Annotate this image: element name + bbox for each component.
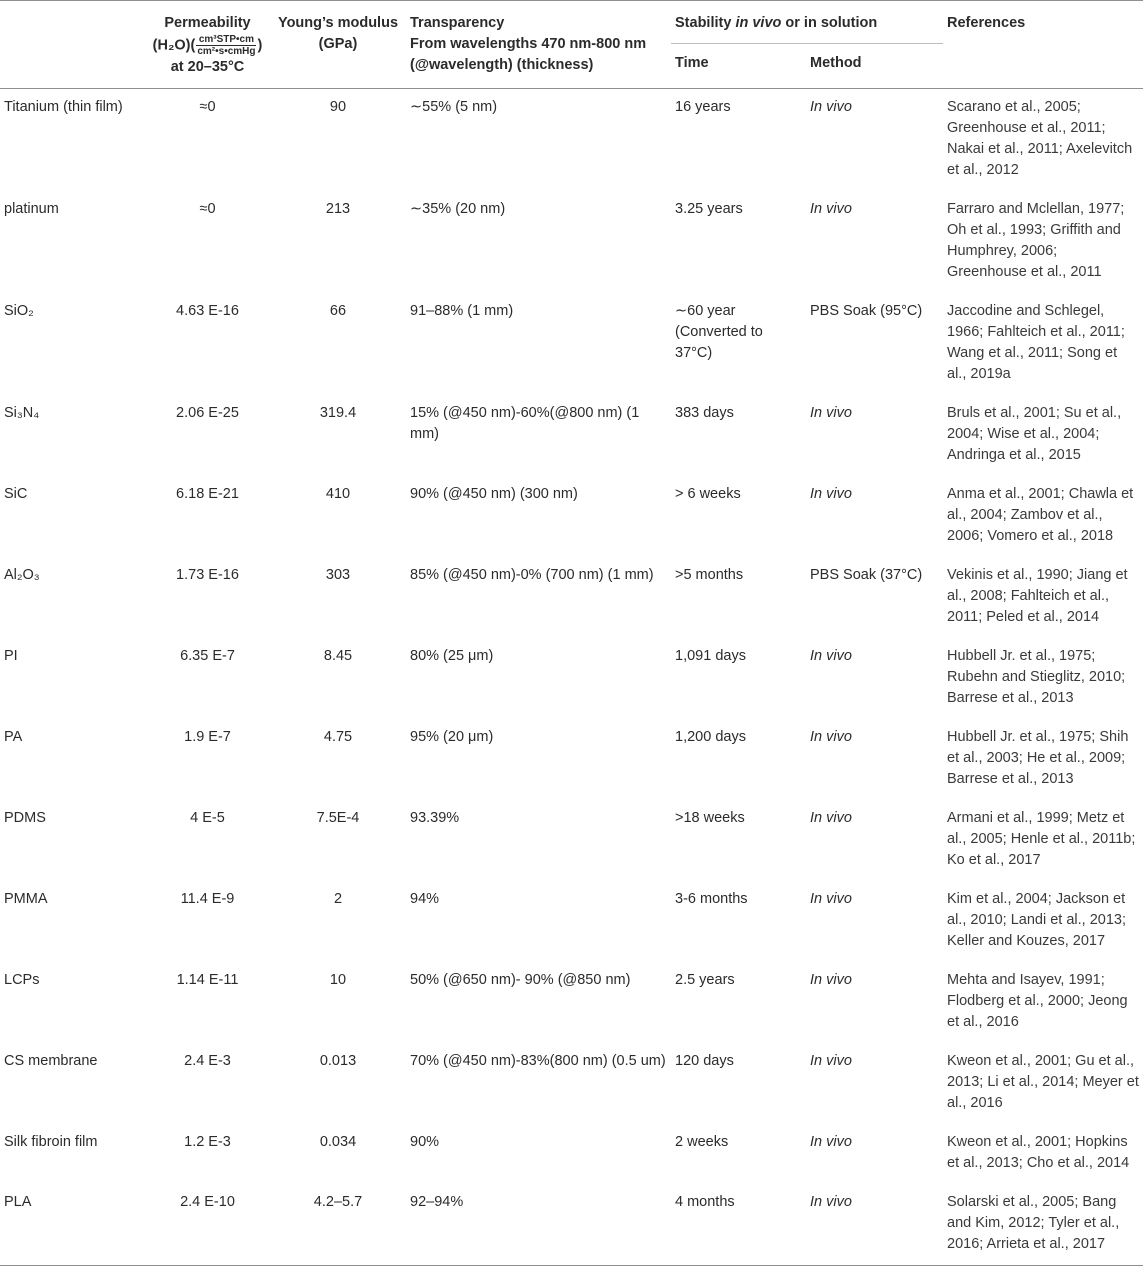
method-cell-text: In vivo bbox=[810, 1053, 852, 1069]
transparency-range: From wavelengths 470 nm-800 nm bbox=[410, 36, 647, 52]
permeability-suffix: ) bbox=[257, 37, 263, 54]
material-cell bbox=[0, 476, 145, 557]
transparency-cell-text: 95% (20 μm) bbox=[410, 729, 494, 745]
method-cell-text: In vivo bbox=[810, 972, 852, 988]
time-cell-text: 3-6 months bbox=[675, 891, 748, 907]
transparency-cell-text: 91–88% (1 mm) bbox=[410, 303, 514, 319]
table-row bbox=[0, 638, 1143, 719]
transparency-cell bbox=[406, 191, 671, 293]
references-cell bbox=[943, 476, 1143, 557]
material-cell bbox=[0, 1124, 145, 1184]
transparency-cell-text: 94% bbox=[410, 891, 440, 907]
references-cell-text: Hubbell Jr. et al., 1975; Rubehn and Stieglitz, 2010; Barrese et al., 2013 bbox=[947, 648, 1126, 706]
youngs-modulus-cell-text: 0.034 bbox=[319, 1134, 357, 1150]
material-cell-text: PA bbox=[4, 729, 23, 745]
permeability-cell-text: 6.18 E-21 bbox=[176, 486, 239, 502]
transparency-cell bbox=[406, 395, 671, 476]
references-cell bbox=[943, 89, 1143, 192]
references-cell bbox=[943, 1184, 1143, 1266]
permeability-cell-text: 11.4 E-9 bbox=[180, 891, 235, 907]
method-cell bbox=[806, 557, 943, 638]
youngs-modulus-cell bbox=[270, 89, 406, 192]
references-cell bbox=[943, 293, 1143, 395]
method-cell bbox=[806, 719, 943, 800]
permeability-cell-text: ≈0 bbox=[199, 99, 216, 115]
youngs-modulus-cell-text: 2 bbox=[333, 891, 343, 907]
references-cell-text: Anma et al., 2001; Chawla et al., 2004; Zambov et al., 2006; Vomero et al., 2018 bbox=[947, 486, 1134, 544]
youngs-modulus-cell bbox=[270, 962, 406, 1043]
time-cell-text: 2.5 years bbox=[675, 972, 735, 988]
material-cell bbox=[0, 962, 145, 1043]
youngs-modulus-cell-text: 10 bbox=[329, 972, 347, 988]
table-row bbox=[0, 1043, 1143, 1124]
youngs-modulus-cell-text: 8.45 bbox=[323, 648, 353, 664]
permeability-cell bbox=[145, 191, 270, 293]
stability-italic: in vivo bbox=[735, 15, 782, 31]
method-cell-text: PBS Soak (37°C) bbox=[810, 567, 923, 583]
youngs-modulus-cell-text: 66 bbox=[329, 303, 347, 319]
youngs-modulus-cell-text: 213 bbox=[325, 201, 351, 217]
time-cell bbox=[671, 800, 806, 881]
method-cell bbox=[806, 800, 943, 881]
method-cell-text: In vivo bbox=[810, 1194, 852, 1210]
time-cell bbox=[671, 1124, 806, 1184]
method-cell-text: PBS Soak (95°C) bbox=[810, 303, 923, 319]
time-cell-text: ∼60 year (Converted to 37°C) bbox=[675, 303, 763, 361]
transparency-cell bbox=[406, 800, 671, 881]
references-cell bbox=[943, 557, 1143, 638]
permeability-units bbox=[149, 34, 266, 57]
method-title: Method bbox=[810, 55, 862, 71]
permeability-cell bbox=[145, 1124, 270, 1184]
method-cell bbox=[806, 395, 943, 476]
permeability-cell bbox=[145, 800, 270, 881]
references-cell-text: Scarano et al., 2005; Greenhouse et al., 2011; Nakai et al., 2011; Axelevitch et al., 2012 bbox=[947, 99, 1133, 178]
references-cell bbox=[943, 191, 1143, 293]
time-cell-text: 1,200 days bbox=[675, 729, 746, 745]
method-cell-text: In vivo bbox=[810, 1134, 852, 1150]
permeability-cell bbox=[145, 557, 270, 638]
time-cell bbox=[671, 191, 806, 293]
youngs-modulus-cell bbox=[270, 293, 406, 395]
table-row bbox=[0, 191, 1143, 293]
material-cell-text: PMMA bbox=[4, 891, 48, 907]
material-cell bbox=[0, 881, 145, 962]
header-method bbox=[806, 44, 943, 89]
transparency-cell bbox=[406, 1043, 671, 1124]
transparency-title: Transparency bbox=[410, 15, 505, 31]
time-title: Time bbox=[675, 55, 709, 71]
references-cell-text: Mehta and Isayev, 1991; Flodberg et al., 2000; Jeong et al., 2016 bbox=[947, 972, 1128, 1030]
time-cell bbox=[671, 89, 806, 192]
transparency-cell-text: 50% (@650 nm)- 90% (@850 nm) bbox=[410, 972, 631, 988]
time-cell bbox=[671, 1184, 806, 1266]
references-cell bbox=[943, 719, 1143, 800]
transparency-cell-text: 15% (@450 nm)-60%(@800 nm) (1 mm) bbox=[410, 405, 640, 442]
method-cell-text: In vivo bbox=[810, 891, 852, 907]
method-cell bbox=[806, 1124, 943, 1184]
material-cell bbox=[0, 557, 145, 638]
material-cell-text: Titanium (thin film) bbox=[4, 99, 123, 115]
transparency-cell-text: 92–94% bbox=[410, 1194, 464, 1210]
permeability-cell bbox=[145, 962, 270, 1043]
permeability-cell bbox=[145, 476, 270, 557]
material-cell-text: Al₂O₃ bbox=[4, 567, 40, 583]
youngs-modulus-cell-text: 4.2–5.7 bbox=[313, 1194, 363, 1210]
transparency-cell bbox=[406, 638, 671, 719]
method-cell bbox=[806, 476, 943, 557]
time-cell bbox=[671, 1043, 806, 1124]
time-cell-text: 2 weeks bbox=[675, 1134, 729, 1150]
time-cell bbox=[671, 557, 806, 638]
header-time bbox=[671, 44, 806, 89]
permeability-cell-text: 1.9 E-7 bbox=[184, 729, 231, 745]
table-body bbox=[0, 89, 1143, 1266]
references-cell-text: Kweon et al., 2001; Hopkins et al., 2013; Cho et al., 2014 bbox=[947, 1134, 1130, 1171]
table-row bbox=[0, 881, 1143, 962]
permeability-cell bbox=[145, 881, 270, 962]
youngs-modulus-cell-text: 303 bbox=[325, 567, 351, 583]
material-cell-text: PI bbox=[4, 648, 18, 664]
youngs-modulus-cell-text: 0.013 bbox=[319, 1053, 357, 1069]
permeability-cell bbox=[145, 395, 270, 476]
material-cell bbox=[0, 800, 145, 881]
permeability-prefix: (H₂O)( bbox=[152, 37, 196, 54]
table-row bbox=[0, 476, 1143, 557]
header-youngs-modulus bbox=[270, 1, 406, 89]
table-row bbox=[0, 719, 1143, 800]
method-cell-text: In vivo bbox=[810, 486, 852, 502]
time-cell bbox=[671, 638, 806, 719]
permeability-cell bbox=[145, 1043, 270, 1124]
permeability-denominator: cm²•s•cmHg bbox=[197, 46, 256, 57]
youngs-modulus-cell bbox=[270, 1124, 406, 1184]
references-cell bbox=[943, 395, 1143, 476]
references-cell-text: Jaccodine and Schlegel, 1966; Fahlteich et al., 2011; Wang et al., 2011; Song et al., 2019a bbox=[947, 303, 1125, 382]
permeability-cell-text: 4 E-5 bbox=[190, 810, 225, 826]
references-cell-text: Armani et al., 1999; Metz et al., 2005; Henle et al., 2011b; Ko et al., 2017 bbox=[947, 810, 1136, 868]
references-cell-text: Kim et al., 2004; Jackson et al., 2010; Landi et al., 2013; Keller and Kouzes, 2017 bbox=[947, 891, 1126, 949]
method-cell bbox=[806, 191, 943, 293]
youngs-modulus-cell-text: 7.5E-4 bbox=[316, 810, 360, 826]
material-cell-text: Silk fibroin film bbox=[4, 1134, 98, 1150]
transparency-note: (@wavelength) (thickness) bbox=[410, 57, 594, 73]
permeability-cell-text: 1.14 E-11 bbox=[176, 972, 239, 988]
material-cell-text: Si₃N₄ bbox=[4, 405, 40, 421]
method-cell bbox=[806, 1184, 943, 1266]
transparency-cell bbox=[406, 1184, 671, 1266]
header-transparency bbox=[406, 1, 671, 89]
time-cell bbox=[671, 962, 806, 1043]
material-cell bbox=[0, 293, 145, 395]
material-cell bbox=[0, 89, 145, 192]
method-cell bbox=[806, 962, 943, 1043]
transparency-cell-text: 70% (@450 nm)-83%(800 nm) (0.5 um) bbox=[410, 1053, 666, 1069]
table-row bbox=[0, 962, 1143, 1043]
transparency-cell bbox=[406, 293, 671, 395]
table-row bbox=[0, 293, 1143, 395]
time-cell bbox=[671, 719, 806, 800]
permeability-cell-text: ≈0 bbox=[199, 201, 216, 217]
youngs-units: (GPa) bbox=[318, 36, 358, 52]
material-cell-text: LCPs bbox=[4, 972, 40, 988]
youngs-modulus-cell bbox=[270, 476, 406, 557]
time-cell bbox=[671, 293, 806, 395]
material-cell bbox=[0, 638, 145, 719]
references-cell bbox=[943, 962, 1143, 1043]
method-cell bbox=[806, 881, 943, 962]
transparency-cell bbox=[406, 962, 671, 1043]
transparency-cell bbox=[406, 89, 671, 192]
transparency-cell-text: 80% (25 μm) bbox=[410, 648, 494, 664]
permeability-cell bbox=[145, 293, 270, 395]
table-row bbox=[0, 89, 1143, 192]
permeability-cell-text: 2.4 E-10 bbox=[180, 1194, 235, 1210]
header-permeability bbox=[145, 1, 270, 89]
references-cell bbox=[943, 800, 1143, 881]
method-cell-text: In vivo bbox=[810, 648, 852, 664]
references-cell-text: Solarski et al., 2005; Bang and Kim, 2012; Tyler et al., 2016; Arrieta et al., 2017 bbox=[947, 1194, 1120, 1252]
transparency-cell bbox=[406, 881, 671, 962]
time-cell-text: 1,091 days bbox=[675, 648, 746, 664]
stability-suffix: or in solution bbox=[781, 15, 878, 31]
time-cell bbox=[671, 395, 806, 476]
youngs-modulus-cell bbox=[270, 395, 406, 476]
references-cell-text: Kweon et al., 2001; Gu et al., 2013; Li et al., 2014; Meyer et al., 2016 bbox=[947, 1053, 1139, 1111]
permeability-cell-text: 6.35 E-7 bbox=[180, 648, 235, 664]
transparency-cell bbox=[406, 719, 671, 800]
method-cell-text: In vivo bbox=[810, 810, 852, 826]
transparency-cell-text: 90% (@450 nm) (300 nm) bbox=[410, 486, 578, 502]
permeability-numerator: cm³STP•cm bbox=[196, 34, 256, 46]
transparency-cell bbox=[406, 557, 671, 638]
transparency-cell-text: ∼55% (5 nm) bbox=[410, 99, 498, 115]
permeability-fraction bbox=[196, 34, 256, 57]
method-cell bbox=[806, 293, 943, 395]
time-cell-text: > 6 weeks bbox=[675, 486, 741, 502]
time-cell-text: >18 weeks bbox=[675, 810, 745, 826]
references-cell bbox=[943, 881, 1143, 962]
method-cell-text: In vivo bbox=[810, 729, 852, 745]
method-cell-text: In vivo bbox=[810, 405, 852, 421]
transparency-cell-text: 85% (@450 nm)-0% (700 nm) (1 mm) bbox=[410, 567, 654, 583]
method-cell bbox=[806, 89, 943, 192]
references-cell bbox=[943, 638, 1143, 719]
material-cell bbox=[0, 395, 145, 476]
table-row bbox=[0, 800, 1143, 881]
references-cell-text: Bruls et al., 2001; Su et al., 2004; Wise et al., 2004; Andringa et al., 2015 bbox=[947, 405, 1122, 463]
permeability-cell-text: 2.4 E-3 bbox=[184, 1053, 231, 1069]
table-row bbox=[0, 1184, 1143, 1266]
header-references bbox=[943, 1, 1143, 89]
permeability-cell-text: 1.2 E-3 bbox=[184, 1134, 231, 1150]
permeability-cell bbox=[145, 719, 270, 800]
youngs-modulus-cell bbox=[270, 1043, 406, 1124]
youngs-modulus-cell-text: 4.75 bbox=[323, 729, 353, 745]
method-cell-text: In vivo bbox=[810, 99, 852, 115]
permeability-temperature: at 20–35°C bbox=[170, 59, 245, 75]
permeability-cell-text: 1.73 E-16 bbox=[176, 567, 239, 583]
method-cell bbox=[806, 638, 943, 719]
transparency-cell bbox=[406, 476, 671, 557]
method-cell bbox=[806, 1043, 943, 1124]
youngs-modulus-cell bbox=[270, 191, 406, 293]
permeability-cell-text: 4.63 E-16 bbox=[176, 303, 239, 319]
header-stability bbox=[671, 1, 943, 44]
material-cell bbox=[0, 1043, 145, 1124]
references-cell bbox=[943, 1124, 1143, 1184]
youngs-modulus-cell-text: 90 bbox=[329, 99, 347, 115]
youngs-title: Young’s modulus bbox=[277, 15, 399, 31]
permeability-cell bbox=[145, 89, 270, 192]
material-cell-text: SiO₂ bbox=[4, 303, 34, 319]
table-row bbox=[0, 395, 1143, 476]
youngs-modulus-cell bbox=[270, 557, 406, 638]
references-cell bbox=[943, 1043, 1143, 1124]
stability-prefix: Stability bbox=[675, 15, 736, 31]
table-row bbox=[0, 557, 1143, 638]
material-cell-text: platinum bbox=[4, 201, 59, 217]
table-header bbox=[0, 1, 1143, 89]
time-cell bbox=[671, 476, 806, 557]
time-cell-text: 383 days bbox=[675, 405, 734, 421]
youngs-modulus-cell-text: 410 bbox=[325, 486, 351, 502]
transparency-cell bbox=[406, 1124, 671, 1184]
time-cell-text: >5 months bbox=[675, 567, 744, 583]
permeability-title: Permeability bbox=[164, 15, 251, 31]
material-cell-text: CS membrane bbox=[4, 1053, 98, 1069]
time-cell-text: 3.25 years bbox=[675, 201, 743, 217]
material-cell-text: PLA bbox=[4, 1194, 32, 1210]
youngs-modulus-cell-text: 319.4 bbox=[319, 405, 357, 421]
method-cell-text: In vivo bbox=[810, 201, 852, 217]
time-cell-text: 120 days bbox=[675, 1053, 734, 1069]
permeability-cell-text: 2.06 E-25 bbox=[176, 405, 239, 421]
time-cell-text: 16 years bbox=[675, 99, 731, 115]
references-cell-text: Hubbell Jr. et al., 1975; Shih et al., 2003; He et al., 2009; Barrese et al., 2013 bbox=[947, 729, 1129, 787]
material-cell-text: PDMS bbox=[4, 810, 46, 826]
youngs-modulus-cell bbox=[270, 881, 406, 962]
references-cell-text: Vekinis et al., 1990; Jiang et al., 2008; Fahlteich et al., 2011; Peled et al., 2014 bbox=[947, 567, 1128, 625]
permeability-cell bbox=[145, 1184, 270, 1266]
references-cell-text: Farraro and Mclellan, 1977; Oh et al., 1993; Griffith and Humphrey, 2006; Greenhouse et al., 2011 bbox=[947, 201, 1125, 280]
references-title: References bbox=[947, 15, 1026, 31]
permeability-cell bbox=[145, 638, 270, 719]
youngs-modulus-cell bbox=[270, 800, 406, 881]
time-cell bbox=[671, 881, 806, 962]
material-cell bbox=[0, 719, 145, 800]
time-cell-text: 4 months bbox=[675, 1194, 735, 1210]
header-material bbox=[0, 1, 145, 89]
youngs-modulus-cell bbox=[270, 719, 406, 800]
youngs-modulus-cell bbox=[270, 638, 406, 719]
material-cell-text: SiC bbox=[4, 486, 28, 502]
youngs-modulus-cell bbox=[270, 1184, 406, 1266]
table-row bbox=[0, 1124, 1143, 1184]
transparency-cell-text: 90% bbox=[410, 1134, 440, 1150]
transparency-cell-text: ∼35% (20 nm) bbox=[410, 201, 506, 217]
material-cell bbox=[0, 1184, 145, 1266]
material-cell bbox=[0, 191, 145, 293]
transparency-cell-text: 93.39% bbox=[410, 810, 460, 826]
